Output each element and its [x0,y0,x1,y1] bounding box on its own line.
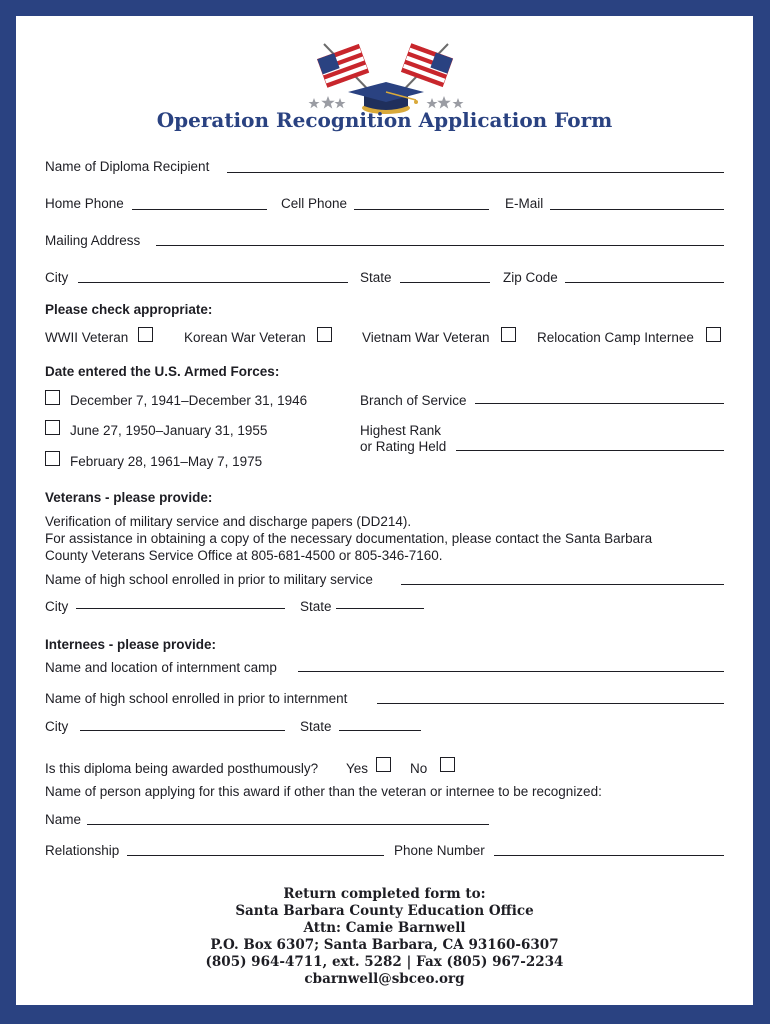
veteran-state-field[interactable] [336,608,424,609]
rank-label-line1: Highest Rank [360,423,442,438]
state-field[interactable] [400,282,490,283]
rank-field[interactable] [456,450,724,451]
veteran-high-school-label: Name of high school enrolled in prior to military service [45,572,373,587]
internee-high-school-label: Name of high school enrolled in prior to internment [45,691,348,706]
form-title: Operation Recognition Application Form [156,108,613,132]
city-field[interactable] [78,282,348,283]
home-phone-field[interactable] [132,209,267,210]
applicant-intro: Name of person applying for this award if other than the veteran or internee to be recognized: [45,784,602,799]
cell-phone-field[interactable] [354,209,489,210]
email-field[interactable] [550,209,724,210]
footer-address: P.O. Box 6307; Santa Barbara, CA 93160-6307 [210,937,559,953]
application-form [16,16,753,1005]
applicant-phone-field[interactable] [494,855,724,856]
applicant-name-field[interactable] [87,824,489,825]
veteran-city-label: City [45,599,69,614]
veterans-text-3: County Veterans Service Office at 805-681-4500 or 805-346-7160. [45,548,443,563]
footer-phone-fax: (805) 964-4711, ext. 5282 | Fax (805) 967-2234 [205,954,564,970]
veteran-high-school-field[interactable] [401,584,724,585]
rank-label-line2: or Rating Held [360,439,447,454]
email-label: E-Mail [505,196,544,211]
internee-city-field[interactable] [80,730,285,731]
zip-label: Zip Code [503,270,558,285]
wwii-veteran-label: WWII Veteran [45,330,129,345]
date-1941-checkbox[interactable] [45,390,60,405]
posthumous-no-label: No [410,761,428,776]
footer-email: cbarnwell@sbceo.org [304,971,465,987]
internee-city-label: City [45,719,69,734]
veterans-text-1: Verification of military service and discharge papers (DD214). [45,514,412,529]
check-heading: Please check appropriate: [45,302,213,317]
branch-field[interactable] [475,403,724,404]
mailing-address-label: Mailing Address [45,233,141,248]
footer-return-heading: Return completed form to: [283,886,486,902]
internees-heading: Internees - please provide: [45,637,217,652]
internee-state-label: State [300,719,332,734]
posthumous-yes-label: Yes [346,761,369,776]
internee-state-field[interactable] [339,730,421,731]
posthumous-no-checkbox[interactable] [440,757,455,772]
applicant-phone-label: Phone Number [394,843,485,858]
veteran-city-field[interactable] [76,608,285,609]
internment-camp-field[interactable] [298,671,724,672]
veterans-heading: Veterans - please provide: [45,490,213,505]
home-phone-label: Home Phone [45,196,124,211]
cell-phone-label: Cell Phone [281,196,348,211]
mailing-address-field[interactable] [156,245,724,246]
vietnam-war-checkbox[interactable] [501,327,516,342]
wwii-veteran-checkbox[interactable] [138,327,153,342]
city-label: City [45,270,69,285]
posthumous-question: Is this diploma being awarded posthumously? [45,761,319,776]
veteran-state-label: State [300,599,332,614]
korean-war-label: Korean War Veteran [184,330,306,345]
state-label: State [360,270,392,285]
relationship-label: Relationship [45,843,120,858]
internee-high-school-field[interactable] [377,703,724,704]
date-1950-checkbox[interactable] [45,420,60,435]
internee-checkbox[interactable] [706,327,721,342]
applicant-name-label: Name [45,812,82,827]
veterans-text-2: For assistance in obtaining a copy of the necessary documentation, please contact the Santa Barbara [45,531,653,546]
footer-office: Santa Barbara County Education Office [235,903,534,919]
diploma-recipient-label: Name of Diploma Recipient [45,159,210,174]
branch-label: Branch of Service [360,393,467,408]
date-entered-heading: Date entered the U.S. Armed Forces: [45,364,280,379]
internee-label: Relocation Camp Internee [537,330,694,345]
flags-graduation-cap-icon [304,34,468,118]
korean-war-checkbox[interactable] [317,327,332,342]
date-1961-checkbox[interactable] [45,451,60,466]
diploma-recipient-field[interactable] [227,172,724,173]
posthumous-yes-checkbox[interactable] [376,757,391,772]
date-1950-label: June 27, 1950–January 31, 1955 [70,423,268,438]
zip-field[interactable] [565,282,724,283]
date-1961-label: February 28, 1961–May 7, 1975 [70,454,263,469]
vietnam-war-label: Vietnam War Veteran [362,330,490,345]
internment-camp-label: Name and location of internment camp [45,660,277,675]
date-1941-label: December 7, 1941–December 31, 1946 [70,393,308,408]
footer-attn: Attn: Camie Barnwell [303,920,466,936]
relationship-field[interactable] [127,855,384,856]
